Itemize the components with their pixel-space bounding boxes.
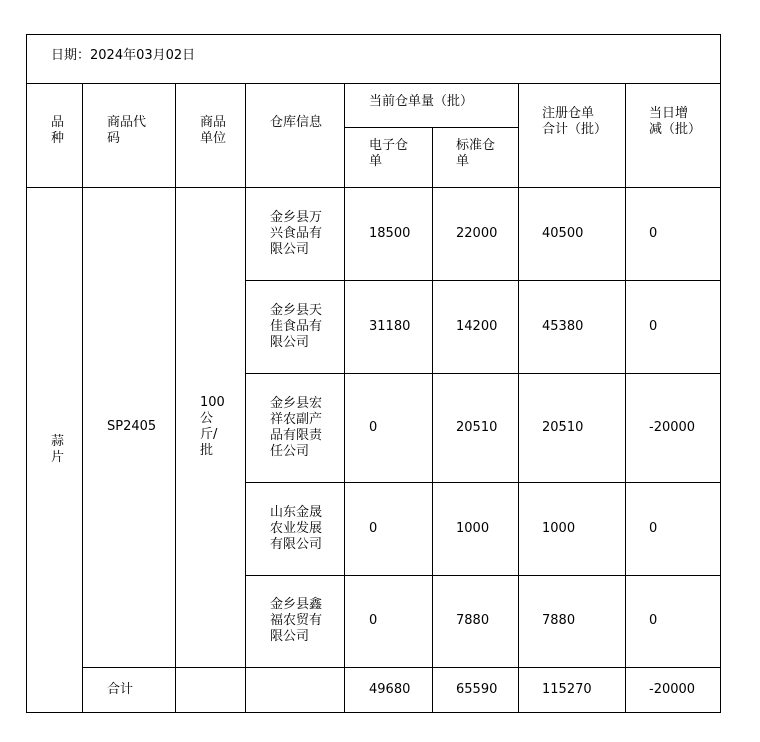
summary-unit-cell: [176, 667, 246, 713]
summary-change-cell: [625, 667, 721, 713]
code-value: SP2405: [107, 419, 157, 434]
table-row-4-total: [518, 482, 626, 576]
warehouse-name: 金乡县天佳食品有限公司: [270, 302, 323, 350]
summary-electronic-cell: [345, 667, 433, 713]
change-value: -20000: [649, 419, 696, 435]
standard-value: 14200: [456, 318, 498, 334]
electronic-value: 0: [369, 520, 378, 536]
table-row-2-standard: [432, 280, 519, 374]
unit-value: 100公斤/批: [200, 395, 225, 458]
table-row-1-total: [518, 187, 626, 281]
standard-value: 7880: [456, 613, 490, 628]
table-row-3-warehouse: [246, 373, 345, 483]
total-value: 20510: [542, 419, 584, 435]
summary-standard: 65590: [456, 681, 498, 697]
table-row-1-warehouse: [246, 187, 345, 281]
standard-value: 1000: [456, 520, 490, 536]
table-row-3-total: [518, 373, 626, 483]
table-row-3-electronic: [345, 373, 433, 483]
electronic-value: 18500: [369, 225, 411, 241]
total-value: 7880: [542, 613, 576, 628]
header-variety: 品种: [26, 83, 83, 188]
table-row-1-standard: [432, 187, 519, 281]
header-unit: 商品单位: [176, 83, 246, 188]
header-warehouse: 仓库信息: [246, 83, 345, 188]
total-value: 40500: [542, 225, 584, 241]
table-row-2-total: [518, 280, 626, 374]
summary-electronic: 49680: [369, 681, 411, 697]
summary-warehouse-cell: [246, 667, 345, 713]
unit-cell: [176, 187, 246, 668]
header-daily-change: 当日增减（批）: [625, 83, 721, 188]
table-row-4-warehouse: [246, 482, 345, 576]
date-bar: [26, 34, 721, 84]
summary-total: 115270: [542, 681, 592, 697]
header-electronic: 电子仓单: [345, 127, 433, 188]
table-row-3-change: [625, 373, 721, 483]
change-value: 0: [649, 520, 658, 536]
summary-label-cell: [83, 667, 176, 713]
standard-value: 22000: [456, 225, 498, 241]
table-row-4-change: [625, 482, 721, 576]
variety-cell: [26, 187, 83, 713]
electronic-value: 0: [369, 613, 378, 628]
change-value: 0: [649, 613, 658, 628]
header-code: 商品代码: [83, 83, 176, 188]
warehouse-name: 山东金晟农业发展有限公司: [270, 504, 323, 552]
header-standard: 标准仓单: [432, 127, 519, 188]
warehouse-name: 金乡县万兴食品有限公司: [270, 209, 323, 257]
table-row-5-change: [625, 575, 721, 668]
table-row-5-total: [518, 575, 626, 668]
change-value: 0: [649, 318, 658, 334]
table-row-5-electronic: [345, 575, 433, 668]
variety-value: 蒜片: [51, 433, 65, 465]
total-value: 45380: [542, 318, 584, 334]
table-row-2-change: [625, 280, 721, 374]
warehouse-name: 金乡县鑫福农贸有限公司: [270, 597, 323, 644]
summary-total-cell: [518, 667, 626, 713]
table-row-5-warehouse: [246, 575, 345, 668]
header-current-group: 当前仓单量（批）: [345, 83, 519, 128]
change-value: 0: [649, 225, 658, 241]
warehouse-name: 金乡县宏祥农副产品有限责任公司: [270, 395, 323, 459]
table-row-4-standard: [432, 482, 519, 576]
summary-standard-cell: [432, 667, 519, 713]
standard-value: 20510: [456, 419, 498, 435]
date-label: 日期：2024年03月02日: [51, 48, 196, 63]
table-row-5-standard: [432, 575, 519, 668]
summary-change: -20000: [649, 681, 696, 697]
table-row-1-electronic: [345, 187, 433, 281]
table-row-3-standard: [432, 373, 519, 483]
table-row-2-warehouse: [246, 280, 345, 374]
electronic-value: 0: [369, 419, 378, 435]
code-cell: [83, 187, 176, 668]
header-registered-total: 注册仓单合计（批）: [518, 83, 626, 188]
summary-label: 合计: [107, 681, 134, 697]
table-row-4-electronic: [345, 482, 433, 576]
total-value: 1000: [542, 520, 576, 536]
table-row-1-change: [625, 187, 721, 281]
electronic-value: 31180: [369, 318, 411, 334]
table-row-2-electronic: [345, 280, 433, 374]
